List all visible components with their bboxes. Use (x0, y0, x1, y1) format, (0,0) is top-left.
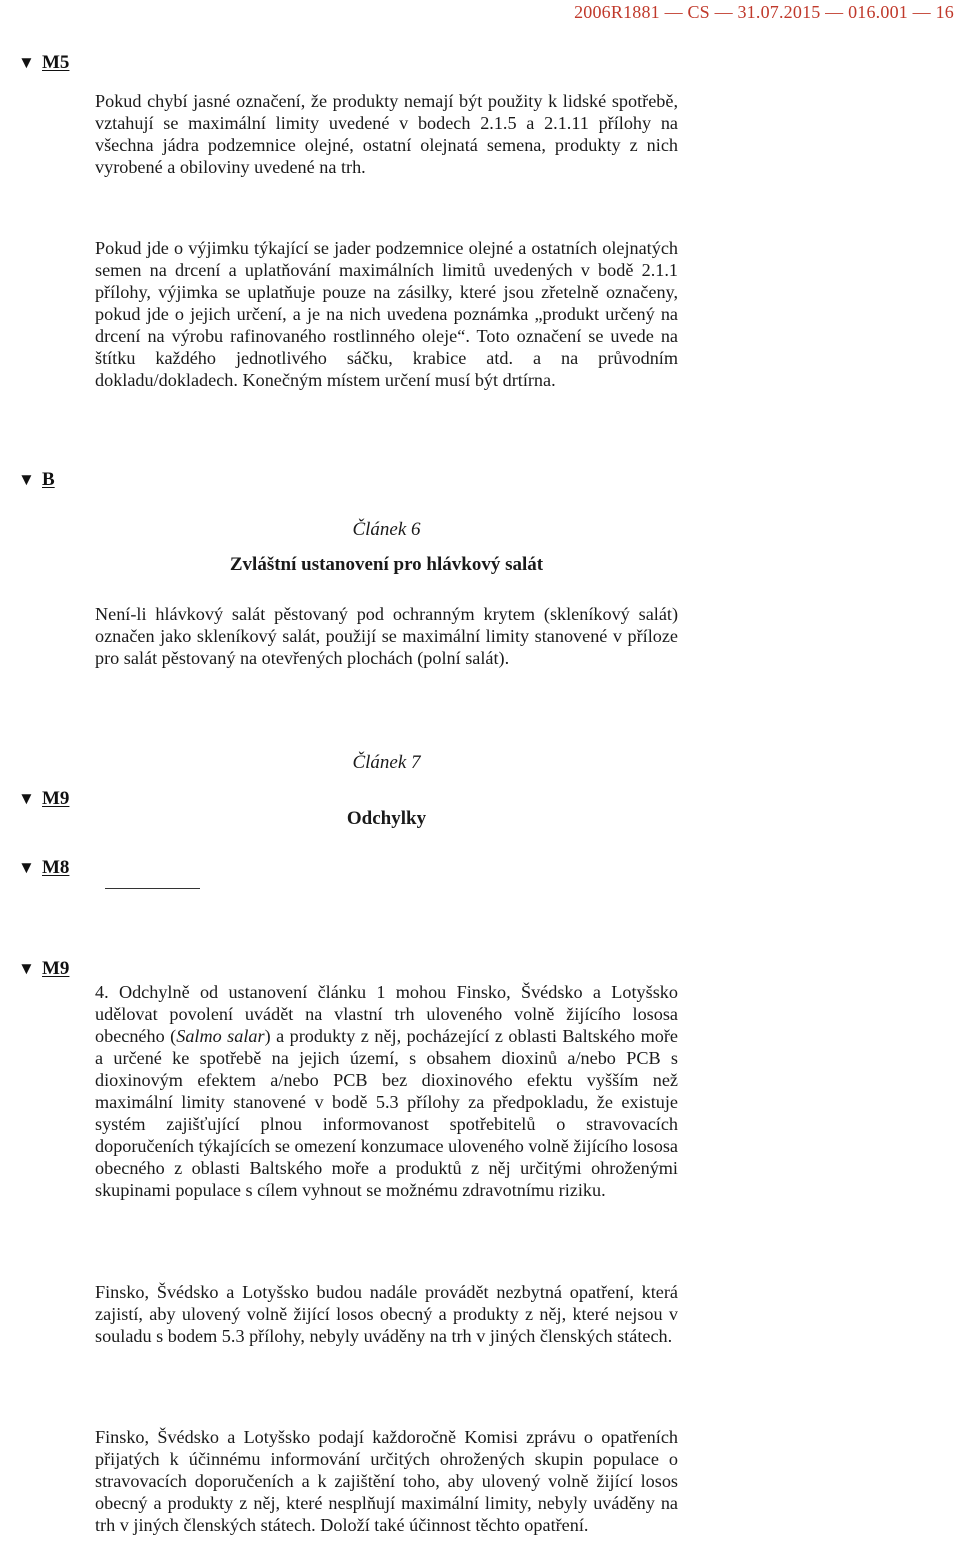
triangle-down-icon: ▼ (18, 470, 35, 489)
paragraph-text: 4. Odchylně od ustanovení článku 1 mohou Finsko, Švédsko a Lotyšsko udělovat povolení uvádět na vlastní trh uloveného volně žijícího lososa obecného ( (95, 982, 678, 1046)
paragraph-text: ) a produkty z něj, pocházející z oblasti Baltského moře a určené ke spotřebě na jejich území, s obsahem dioxinů a/nebo PCB s dioxinovým efektem a/nebo PCB bez dioxinového efektu vyšším než maximální limity stanovené v bodě 5.3 přílohy za předpokladu, že existuje systém zajišťující plnou informovanost spotřebitelů o stravovacích doporučeních týkajících se omezení konzumace uloveného volně žijícího lososa obecného z oblasti Baltského moře a produktů z něj určitými ohroženými skupinami populace s cílem vyhnout se možnému zdravotnímu riziku. (95, 1026, 678, 1200)
marker-code: B (42, 469, 55, 490)
paragraph-annual-report: Finsko, Švédsko a Lotyšsko podají každoročně Komisi zprávu o opatřeních přijatých k účinnému informování určitých ohrožených skupin populace o stravovacích doporučeních a k zajištění toho, aby ulovený volně žijící losos obecný a produkty z něj, které nesplňují maximální limity, nebyly uváděny na trh v jiných členských státech. Doloží také účinnost těchto opatření. (95, 1427, 678, 1535)
marker-code: M9 (42, 788, 70, 809)
amendment-marker-m9-second (18, 958, 69, 980)
paragraph-lettuce: Není-li hlávkový salát pěstovaný pod ochranným krytem (skleníkový salát) označen jako skleníkový salát, použijí se maximální limity stanovené v příloze pro salát pěstovaný na otevřených plochách (polní salát). (95, 604, 678, 668)
marker-code: M8 (42, 857, 70, 878)
article-7-label: Článek 7 (352, 752, 421, 773)
deleted-text-rule (105, 888, 200, 889)
triangle-down-icon: ▼ (18, 858, 35, 877)
article-6-label: Článek 6 (352, 519, 421, 540)
paragraph-market-measures: Finsko, Švédsko a Lotyšsko budou nadále provádět nezbytná opatření, která zajistí, aby ulovený volně žijící losos obecný a produkty z něj, které nejsou v souladu s bodem 5.3 přílohy, nebyly uváděny na trh v jiných členských státech. (95, 1282, 678, 1346)
paragraph-salmon-derogation (95, 981, 678, 1201)
amendment-marker-m9 (18, 788, 69, 810)
triangle-down-icon: ▼ (18, 959, 35, 978)
amendment-marker-b (18, 469, 55, 491)
latin-species-name: Salmo salar (176, 1026, 265, 1046)
article-7-title: Odchylky (346, 808, 427, 829)
running-header: 2006R1881 — CS — 31.07.2015 — 016.001 — 16 (574, 2, 954, 22)
amendment-marker-m5 (18, 52, 69, 74)
triangle-down-icon: ▼ (18, 789, 35, 808)
amendment-marker-m8 (18, 857, 69, 879)
triangle-down-icon: ▼ (18, 53, 35, 72)
paragraph-crushing-exemption: Pokud jde o výjimku týkající se jader podzemnice olejné a ostatních olejnatých semen na drcení a uplatňování maximálních limitů uvedených v bodě 2.1.1 přílohy, výjimka se uplatňuje pouze na zásilky, které jsou zřetelně označeny, pokud jde o jejich určení, a je na nich uvedena poznámka „produkt určený na drcení na výrobu rafinovaného rostlinného oleje“. Toto označení se uvede na štítku každého jednotlivého sáčku, krabice atd. a na průvodním dokladu/dokladech. Konečným místem určení musí být drtírna. (95, 238, 678, 390)
article-6-title: Zvláštní ustanovení pro hlávkový salát (229, 554, 544, 575)
marker-code: M9 (42, 958, 70, 979)
marker-code: M5 (42, 52, 70, 73)
paragraph-label-exemption: Pokud chybí jasné označení, že produkty nemají být použity k lidské spotřebě, vztahují se maximální limity uvedené v bodech 2.1.5 a 2.1.11 přílohy na všechna jádra podzemnice olejné, ostatní olejnatá semena, produkty z nich vyrobené a obiloviny uvedené na trh. (95, 91, 678, 177)
